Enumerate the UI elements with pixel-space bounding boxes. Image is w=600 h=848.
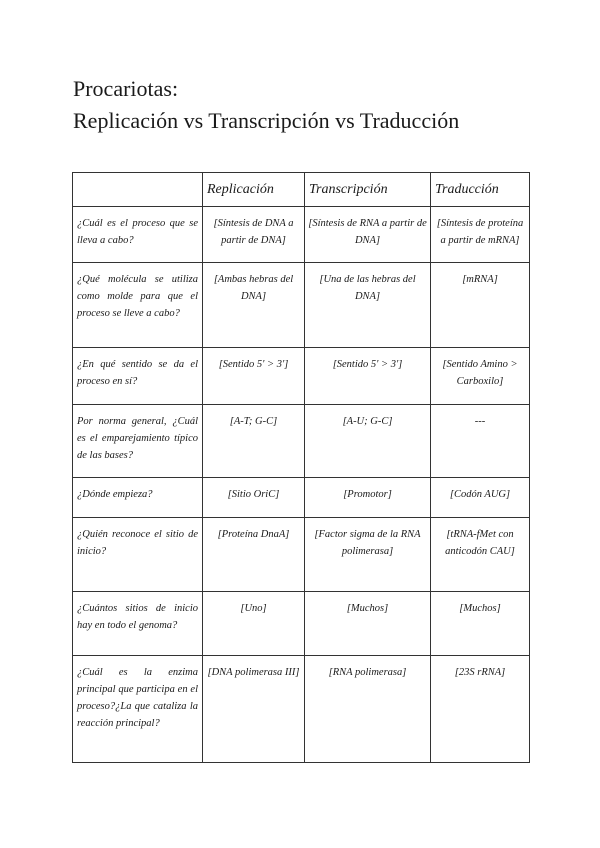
transcripcion-cell: [Una de las hebras del DNA]	[305, 263, 431, 348]
traduccion-cell: [Sentido Amino > Carboxilo]	[431, 348, 530, 405]
transcripcion-cell: [RNA polimerasa]	[305, 656, 431, 763]
transcripcion-cell: [Sentido 5' > 3']	[305, 348, 431, 405]
traduccion-cell: [tRNA-fMet con anticodón CAU]	[431, 518, 530, 592]
question-cell: ¿Cuál es el proceso que se lleva a cabo?	[73, 207, 203, 263]
question-cell: ¿Quién reconoce el sitio de inicio?	[73, 518, 203, 592]
page-title	[73, 73, 459, 137]
transcripcion-cell: [Muchos]	[305, 592, 431, 656]
transcripcion-cell: [Promotor]	[305, 478, 431, 518]
transcripcion-cell: [Factor sigma de la RNA polimerasa]	[305, 518, 431, 592]
traduccion-cell: [Codón AUG]	[431, 478, 530, 518]
question-cell: ¿Cuál es la enzima principal que participa en el proceso?¿La que cataliza la reacción principal?	[73, 656, 203, 763]
replicacion-cell: [Sitio OriC]	[203, 478, 305, 518]
traduccion-cell: ---	[431, 405, 530, 478]
question-cell: Por norma general, ¿Cuál es el emparejamiento típico de las bases?	[73, 405, 203, 478]
replicacion-cell: [A-T; G-C]	[203, 405, 305, 478]
replicacion-cell: [Uno]	[203, 592, 305, 656]
table-row	[73, 656, 530, 763]
traduccion-cell: [Muchos]	[431, 592, 530, 656]
table-row	[73, 348, 530, 405]
question-cell: ¿Qué molécula se utiliza como molde para que el proceso se lleve a cabo?	[73, 263, 203, 348]
replicacion-cell: [Proteína DnaA]	[203, 518, 305, 592]
replicacion-cell: [Sentido 5' > 3']	[203, 348, 305, 405]
replicacion-cell: [Ambas hebras del DNA]	[203, 263, 305, 348]
title-line-1: Procariotas:	[73, 76, 179, 101]
traduccion-cell: [23S rRNA]	[431, 656, 530, 763]
table-row	[73, 263, 530, 348]
transcripcion-cell: [Síntesis de RNA a partir de DNA]	[305, 207, 431, 263]
replicacion-cell: [DNA polimerasa III]	[203, 656, 305, 763]
question-cell: ¿En qué sentido se da el proceso en sí?	[73, 348, 203, 405]
traduccion-cell: [Síntesis de proteína a partir de mRNA]	[431, 207, 530, 263]
header-replicacion: Replicación	[203, 173, 305, 207]
traduccion-cell: [mRNA]	[431, 263, 530, 348]
header-row	[73, 173, 530, 207]
question-cell: ¿Cuántos sitios de inicio hay en todo el genoma?	[73, 592, 203, 656]
table-row	[73, 592, 530, 656]
table-row	[73, 207, 530, 263]
replicacion-cell: [Síntesis de DNA a partir de DNA]	[203, 207, 305, 263]
table-row	[73, 405, 530, 478]
transcripcion-cell: [A-U; G-C]	[305, 405, 431, 478]
header-traduccion: Traducción	[431, 173, 530, 207]
header-empty	[73, 173, 203, 207]
table-row	[73, 478, 530, 518]
question-cell: ¿Dónde empieza?	[73, 478, 203, 518]
comparison-table	[72, 172, 530, 763]
table-row	[73, 518, 530, 592]
title-line-2: Replicación vs Transcripción vs Traducción	[73, 108, 460, 133]
header-transcripcion: Transcripción	[305, 173, 431, 207]
